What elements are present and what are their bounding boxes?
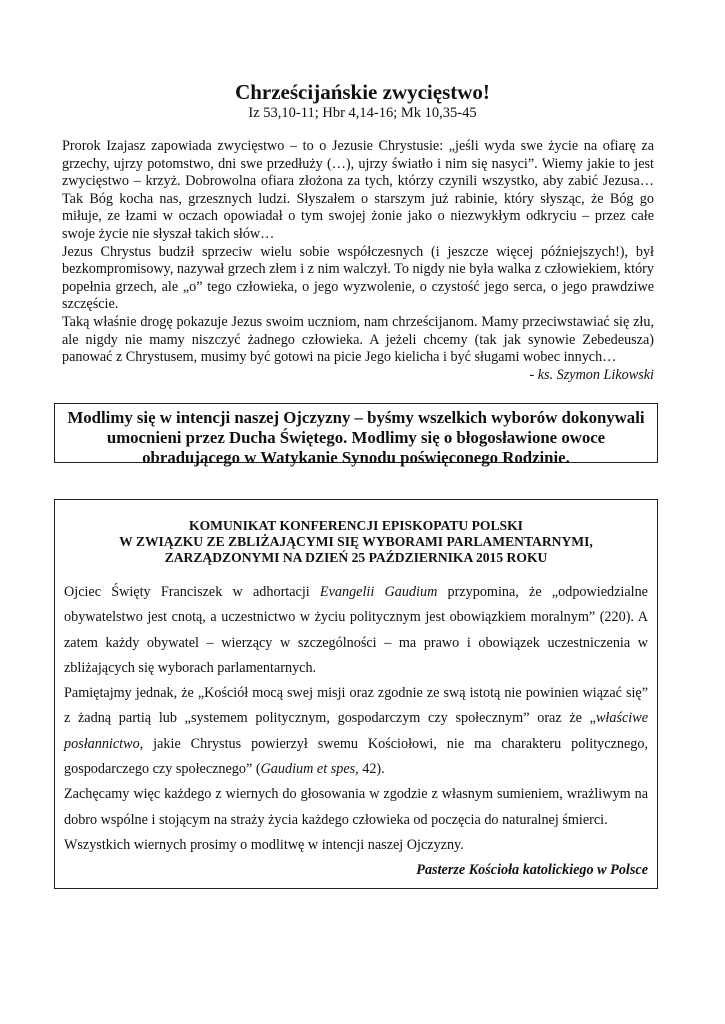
italic-title: Gaudium et spes: [260, 761, 356, 778]
announcement-heading-line: ZARZĄDZONYMI NA DZIEŃ 25 PAŹDZIERNIKA 2015 ROKU: [164, 550, 548, 565]
homily-paragraph: Prorok Izajasz zapowiada zwycięstwo – to o Jezusie Chrystusie: „jeśli wyda swe życie na ofiarę za grzechy, ujrzy potomstwo, dni swe przedłuży (…), ujrzy światło i nim się nasyci”. Wiemy jakie to jest zwycięstwo – krzyż. Dobrowolna ofiara złożona za tych, którzy czynili wszystko, aby zabić Jezusa… Tak Bóg kocha nas, grzesznych ludzi. Słyszałem o starszym już rabinie, który słysząc, że Bóg go miłuje, ze łzami w oczach opowiadał o tym swojej żonie jako o niezwykłym odkryciu – przez całe swoje życie nie słyszał takich słów…: [62, 138, 654, 242]
homily-signature: - ks. Szymon Likowski: [529, 366, 654, 383]
text-run: Pamiętajmy jednak, że „Kościół mocą swej misji oraz zgodnie ze swą istotą nie powinien wiązać się” z żadną partią lub „systemem politycznym, gospodarczym czy społecznym” oraz że „: [64, 685, 648, 727]
homily-paragraph: Taką właśnie drogę pokazuje Jezus swoim uczniom, nam chrześcijanom. Mamy przeciwstawiać się złu, ale nigdy nie mamy niszczyć żadnego człowieka. A jeżeli chcemy (tak jak synowie Zebedeusza) panować z Chrystusem, musimy być gotowi na picie Jego kielicha i być sługami wobec innych…: [62, 313, 654, 366]
text-run: , 42).: [355, 761, 385, 778]
italic-quote: właściwe posłannictwo: [64, 710, 648, 752]
scripture-references: Iz 53,10-11; Hbr 4,14-16; Mk 10,35-45: [248, 105, 477, 121]
announcement-heading-line: KOMUNIKAT KONFERENCJI EPISKOPATU POLSKI: [189, 518, 523, 533]
announcement-body: [64, 580, 648, 884]
announcement-paragraph: [64, 681, 648, 782]
text-run: przypomina, że „odpowiedzialne obywatelstwo jest cnotą, a uczestnictwo w życiu politycznym jest obowiązkiem moralnym” (220). A zatem każdy obywatel – wierzący w szczególności – ma prawo i obowiązek uczestniczenia w zbliżających się wyborach parlamentarnych.: [64, 584, 648, 676]
page-title: Chrześcijańskie zwycięstwo!: [235, 80, 490, 104]
homily-paragraph: Jezus Chrystus budził sprzeciw wielu sobie współczesnych (i jeszcze więcej późniejszych!), był bezkompromisowy, nazywał grzech złem i z nim walczył. To nigdy nie była walka z człowiekiem, który popełnia grzech, ale „o” tego człowieka, o jego wyzwolenie, o czystość jego serca, o jego prawdziwe szczęście.: [62, 243, 654, 313]
announcement-paragraph: Zachęcamy więc każdego z wiernych do głosowania w zgodzie z własnym sumieniem, wrażliwym na dobro wspólne i stojącym na straży życia każdego człowieka od poczęcia do naturalnej śmierci.: [64, 786, 648, 828]
announcement-heading: [64, 518, 648, 566]
prayer-intention-text: Modlimy się w intencji naszej Ojczyzny – byśmy wszelkich wyborów dokonywali umocnieni przez Ducha Świętego. Modlimy się o błogosławione owoce obradującego w Watykanie Synodu poświęconego Rodzinie.: [67, 408, 645, 467]
announcement-heading-line: W ZWIĄZKU ZE ZBLIŻAJĄCYMI SIĘ WYBORAMI PARLAMENTARNYMI,: [119, 534, 593, 549]
announcement-signature: Pasterze Kościoła katolickiego w Polsce: [416, 862, 648, 879]
italic-title: Evangelii Gaudium: [319, 584, 438, 600]
announcement-paragraph: Wszystkich wiernych prosimy o modlitwę w intencji naszej Ojczyzny.: [64, 836, 464, 853]
announcement-paragraph: [64, 580, 648, 681]
text-run: , jakie Chrystus powierzył swemu Kościołowi, nie ma charakteru politycznego, gospodarczego czy społecznego” (: [64, 735, 648, 778]
text-run: Ojciec Święty Franciszek w adhortacji: [64, 584, 320, 600]
episcopate-announcement-box: [54, 499, 658, 889]
homily-section: [62, 138, 654, 384]
prayer-intention-box: [54, 403, 658, 467]
